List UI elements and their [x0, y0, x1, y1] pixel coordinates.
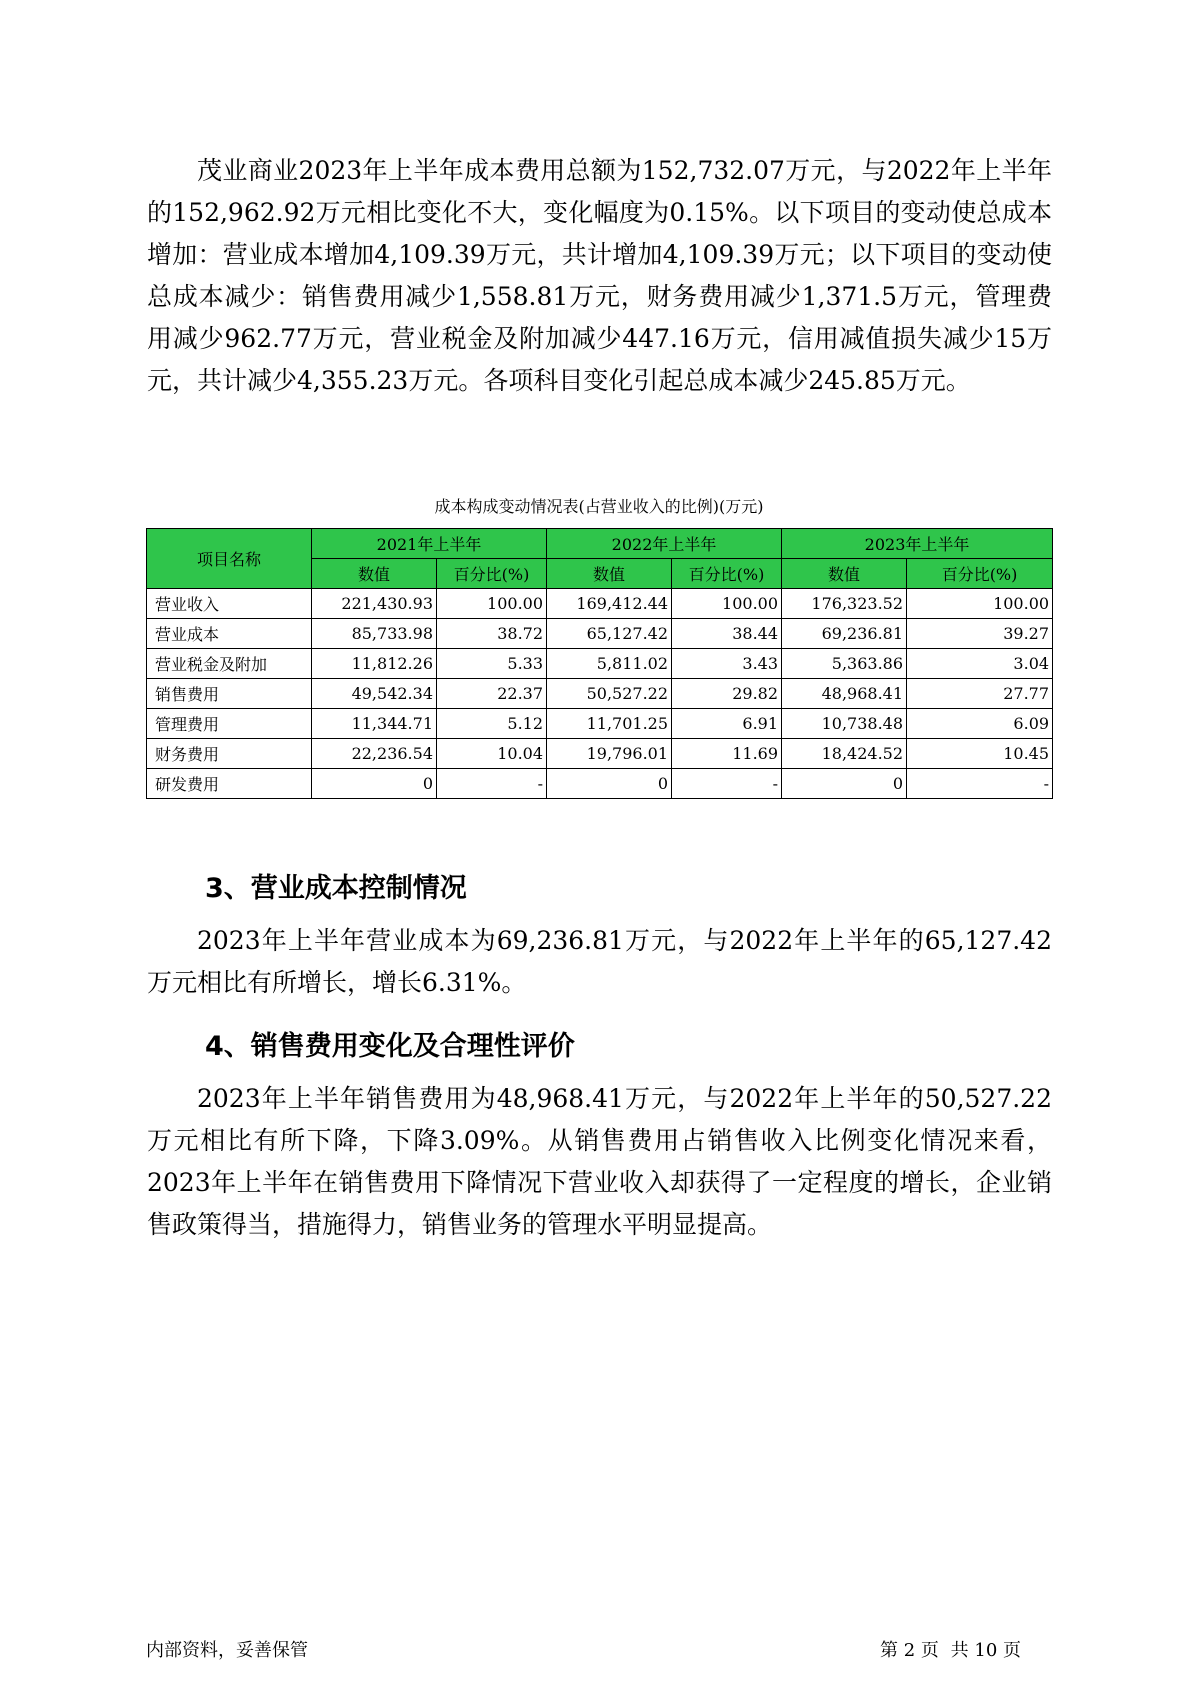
percent-cell: 5.33: [437, 649, 547, 679]
row-item-name: 财务费用: [147, 739, 312, 769]
period-header-2021: 2021年上半年: [312, 529, 547, 559]
period-header-2022: 2022年上半年: [547, 529, 782, 559]
percent-cell: 27.77: [907, 679, 1053, 709]
row-item-name: 销售费用: [147, 679, 312, 709]
value-cell: 48,968.41: [782, 679, 907, 709]
footer-confidential-note: 内部资料，妥善保管: [146, 1640, 308, 1661]
percent-cell: 10.04: [437, 739, 547, 769]
value-cell: 0: [312, 769, 437, 799]
percent-cell: 3.04: [907, 649, 1053, 679]
row-item-name: 营业收入: [147, 589, 312, 619]
percent-cell: -: [907, 769, 1053, 799]
footer-page-number: [880, 1636, 1027, 1662]
summary-paragraph: 茂业商业2023年上半年成本费用总额为152,732.07万元，与2022年上半年的152,962.92万元相比变化不大，变化幅度为0.15%。以下项目的变动使总成本增加：营业成本增加4,109.39万元，共计增加4,109.39万元；以下项目的变动使总成本减少：销售费用减少1,558.81万元，财务费用减少1,371.5万元，管理费用减少962.77万元，营业税金及附加减少447.16万元，信用减值损失减少15万元，共计减少4,355.23万元。各项科目变化引起总成本减少245.85万元。: [147, 156, 1052, 395]
value-cell: 221,430.93: [312, 589, 437, 619]
value-cell: 69,236.81: [782, 619, 907, 649]
row-item-name: 营业税金及附加: [147, 649, 312, 679]
percent-cell: 100.00: [437, 589, 547, 619]
percent-cell: 38.44: [672, 619, 782, 649]
value-cell: 169,412.44: [547, 589, 672, 619]
percent-cell: 10.45: [907, 739, 1053, 769]
value-cell: 18,424.52: [782, 739, 907, 769]
cost-structure-table: [146, 528, 1053, 799]
table-row: [147, 589, 1053, 619]
value-cell: 0: [547, 769, 672, 799]
page-label: 第 2 页: [880, 1640, 939, 1661]
value-cell: 10,738.48: [782, 709, 907, 739]
value-cell: 22,236.54: [312, 739, 437, 769]
percent-header: 百分比(%): [907, 559, 1053, 589]
value-cell: 11,701.25: [547, 709, 672, 739]
percent-cell: 5.12: [437, 709, 547, 739]
table-caption: 成本构成变动情况表(占营业收入的比例)(万元): [434, 497, 764, 516]
value-cell: 11,812.26: [312, 649, 437, 679]
item-name-header: 项目名称: [147, 529, 312, 589]
percent-cell: 100.00: [672, 589, 782, 619]
value-header: 数值: [782, 559, 907, 589]
table-body: [147, 589, 1053, 799]
value-cell: 50,527.22: [547, 679, 672, 709]
percent-cell: 11.69: [672, 739, 782, 769]
table-row: [147, 619, 1053, 649]
table-row: [147, 769, 1053, 799]
percent-cell: 39.27: [907, 619, 1053, 649]
sales-expense-paragraph: 2023年上半年销售费用为48,968.41万元，与2022年上半年的50,527.22万元相比有所下降，下降3.09%。从销售费用占销售收入比例变化情况来看，2023年上半年在销售费用下降情况下营业收入却获得了一定程度的增长，企业销售政策得当，措施得力，销售业务的管理水平明显提高。: [147, 1084, 1052, 1239]
table-row: [147, 739, 1053, 769]
value-cell: 0: [782, 769, 907, 799]
percent-header: 百分比(%): [437, 559, 547, 589]
percent-cell: 6.09: [907, 709, 1053, 739]
value-header: 数值: [312, 559, 437, 589]
table-row: [147, 649, 1053, 679]
percent-header: 百分比(%): [672, 559, 782, 589]
row-item-name: 管理费用: [147, 709, 312, 739]
value-cell: 19,796.01: [547, 739, 672, 769]
percent-cell: 100.00: [907, 589, 1053, 619]
value-cell: 85,733.98: [312, 619, 437, 649]
value-cell: 11,344.71: [312, 709, 437, 739]
percent-cell: 22.37: [437, 679, 547, 709]
operating-cost-paragraph: 2023年上半年营业成本为69,236.81万元，与2022年上半年的65,127.42万元相比有所增长，增长6.31%。: [147, 926, 1052, 997]
table-row: [147, 679, 1053, 709]
section-heading-sales-expense: 4、销售费用变化及合理性评价: [205, 1031, 575, 1062]
value-cell: 5,811.02: [547, 649, 672, 679]
percent-cell: -: [437, 769, 547, 799]
value-cell: 5,363.86: [782, 649, 907, 679]
value-cell: 65,127.42: [547, 619, 672, 649]
table-row: [147, 709, 1053, 739]
percent-cell: 38.72: [437, 619, 547, 649]
value-header: 数值: [547, 559, 672, 589]
value-cell: 49,542.34: [312, 679, 437, 709]
section-heading-operating-cost: 3、营业成本控制情况: [205, 873, 467, 904]
value-cell: 176,323.52: [782, 589, 907, 619]
table-header-row: [147, 529, 1053, 559]
total-pages-label: 共 10 页: [950, 1640, 1021, 1661]
percent-cell: 6.91: [672, 709, 782, 739]
percent-cell: 3.43: [672, 649, 782, 679]
row-item-name: 营业成本: [147, 619, 312, 649]
period-header-2023: 2023年上半年: [782, 529, 1053, 559]
percent-cell: -: [672, 769, 782, 799]
percent-cell: 29.82: [672, 679, 782, 709]
row-item-name: 研发费用: [147, 769, 312, 799]
